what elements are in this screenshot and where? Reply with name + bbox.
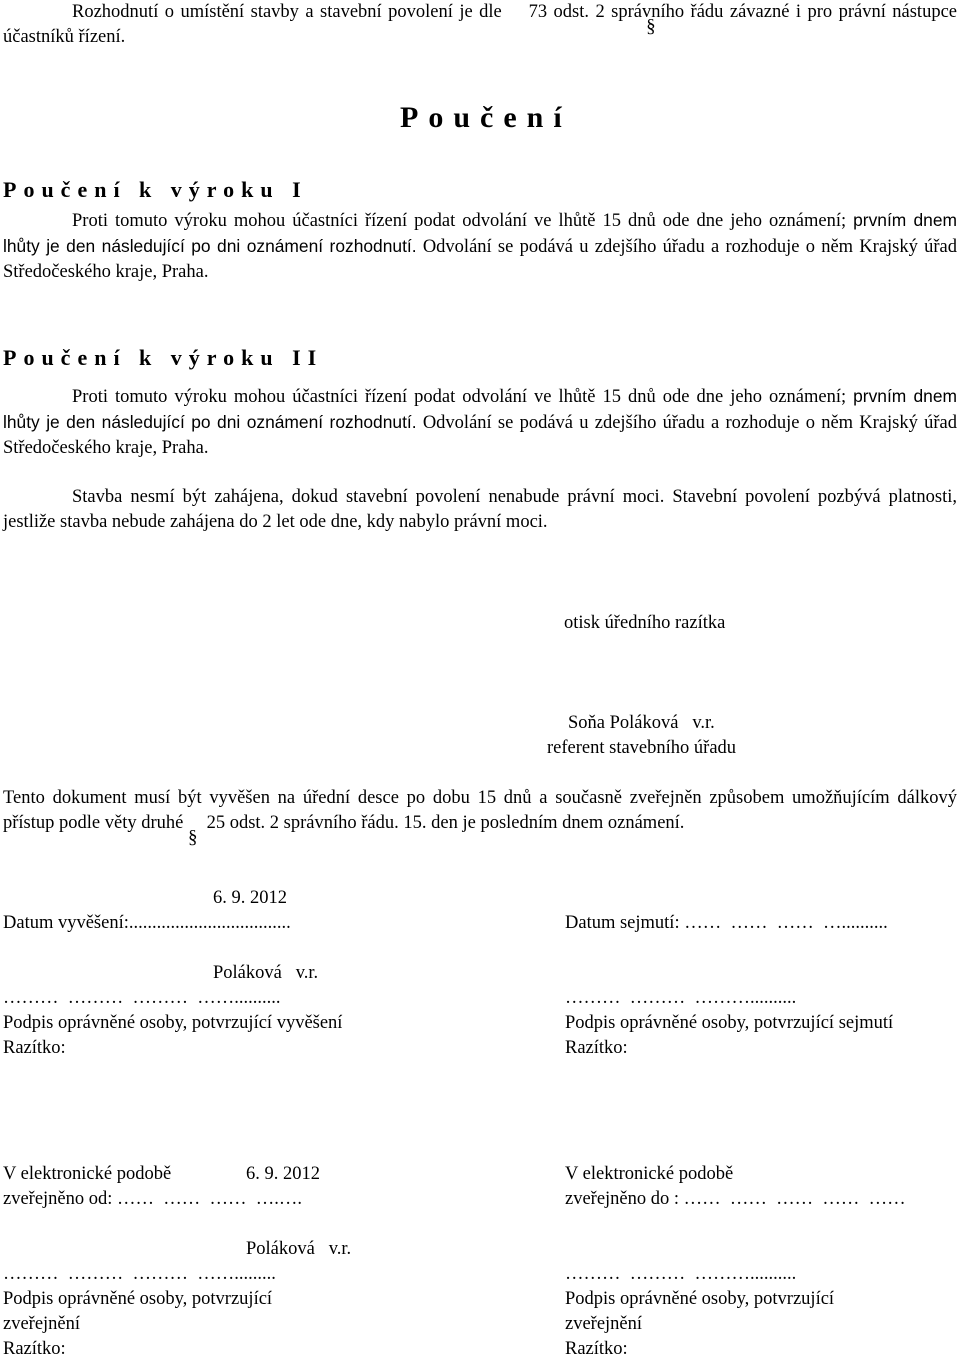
notice-text-2: 25 odst. 2 správního řádu. 15. den je posledním dnem oznámení.: [201, 813, 685, 833]
electronic-left-caption-2: zveřejnění: [3, 1314, 81, 1334]
section-2-text-a: Proti tomuto výroku mohou účastníci řízení podat odvolání ve lhůtě 15 dnů ode dne jeho oznámení;: [72, 387, 854, 407]
notice-paragraph: [3, 786, 957, 848]
electronic-right-caption-2: zveřejnění: [565, 1314, 643, 1334]
intro-paragraph: [3, 0, 957, 50]
electronic-right-dots: ……… ……… ………..........: [565, 1264, 797, 1284]
removed-date-label: Datum sejmutí: …… …… …… …..........: [565, 913, 888, 933]
posted-signature-caption: Podpis oprávněné osoby, potvrzující vyvěšení: [3, 1013, 343, 1033]
posted-date-label: Datum vyvěšení:...................................: [3, 913, 291, 933]
section-2-heading: Poučení k výroku II: [3, 345, 324, 370]
page-title: Poučení: [400, 101, 572, 134]
signatory-name: Soňa Poláková v.r.: [568, 713, 715, 733]
electronic-right-label: V elektronické podobě: [565, 1164, 734, 1184]
electronic-left-stamp-label: Razítko:: [3, 1339, 66, 1359]
stamp-placeholder: otisk úředního razítka: [564, 613, 726, 633]
electronic-left-dots: ……… ……… ……… …….........: [3, 1264, 276, 1284]
electronic-left-name: Poláková v.r.: [246, 1239, 352, 1259]
section-2-paragraph-2: Stavba nesmí být zahájena, dokud stavební povolení nenabude právní moci. Stavební povolení pozbývá platnosti, jestliže stavba nebude zahájena do 2 let ode dne, kdy nabylo právní moci.: [3, 487, 957, 532]
section-1-heading: Poučení k výroku I: [3, 177, 308, 202]
removed-signature-dots: ……… ……… ………..........: [565, 988, 797, 1008]
section-1-paragraph: [3, 208, 957, 285]
intro-text-1: Rozhodnutí o umístění stavby a stavební povolení je dle: [72, 2, 509, 22]
electronic-left-date: 6. 9. 2012: [246, 1164, 320, 1184]
posted-date-value: 6. 9. 2012: [213, 888, 287, 908]
posted-by-name: Poláková v.r.: [213, 963, 319, 983]
removed-stamp-label: Razítko:: [565, 1038, 628, 1058]
intro-text-2: 73 odst. 2 správního řádu závazné i pro právní nástupce účastníků řízení.: [3, 2, 957, 47]
section-1-text-b: prvním dnem lhůty je den následující po dni oznámení rozhodnutí.: [3, 210, 958, 256]
electronic-right-caption-1: Podpis oprávněné osoby, potvrzující: [565, 1289, 835, 1309]
section-2-text-c: Odvolání se podává u zdejšího úřadu a rozhoduje o něm Krajský úřad Středočeského kraje, Praha.: [3, 413, 957, 458]
electronic-left-label: V elektronické podobě: [3, 1164, 172, 1184]
posted-signature-dots: ……… ……… ……… ……..........: [3, 988, 281, 1008]
electronic-left-caption-1: Podpis oprávněné osoby, potvrzující: [3, 1289, 273, 1309]
notice-section-sign: §: [187, 827, 198, 848]
section-2-paragraph: [3, 384, 957, 461]
electronic-published-to: zveřejněno do : …… …… …… …… ……: [565, 1189, 906, 1209]
section-sign: §: [646, 16, 656, 37]
notice-text-1: Tento dokument musí být vyvěšen na úřední desce po dobu 15 dnů a současně zveřejněn způsobem umožňujícím dálkový přístup podle věty druhé: [3, 788, 957, 833]
electronic-published-from: zveřejněno od: …… …… …… ….….: [3, 1189, 303, 1209]
section-2-text-b: prvním dnem lhůty je den následující po dni oznámení rozhodnutí.: [3, 386, 958, 432]
electronic-right-stamp-label: Razítko:: [565, 1339, 628, 1359]
section-1-text-a: Proti tomuto výroku mohou účastníci řízení podat odvolání ve lhůtě 15 dnů ode dne jeho oznámení;: [72, 211, 854, 231]
posted-stamp-label: Razítko:: [3, 1038, 66, 1058]
section-1-text-c: Odvolání se podává u zdejšího úřadu a rozhoduje o něm Krajský úřad Středočeského kraje, Praha.: [3, 237, 957, 282]
removed-signature-caption: Podpis oprávněné osoby, potvrzující sejmutí: [565, 1013, 894, 1033]
signatory-role: referent stavebního úřadu: [547, 738, 737, 758]
